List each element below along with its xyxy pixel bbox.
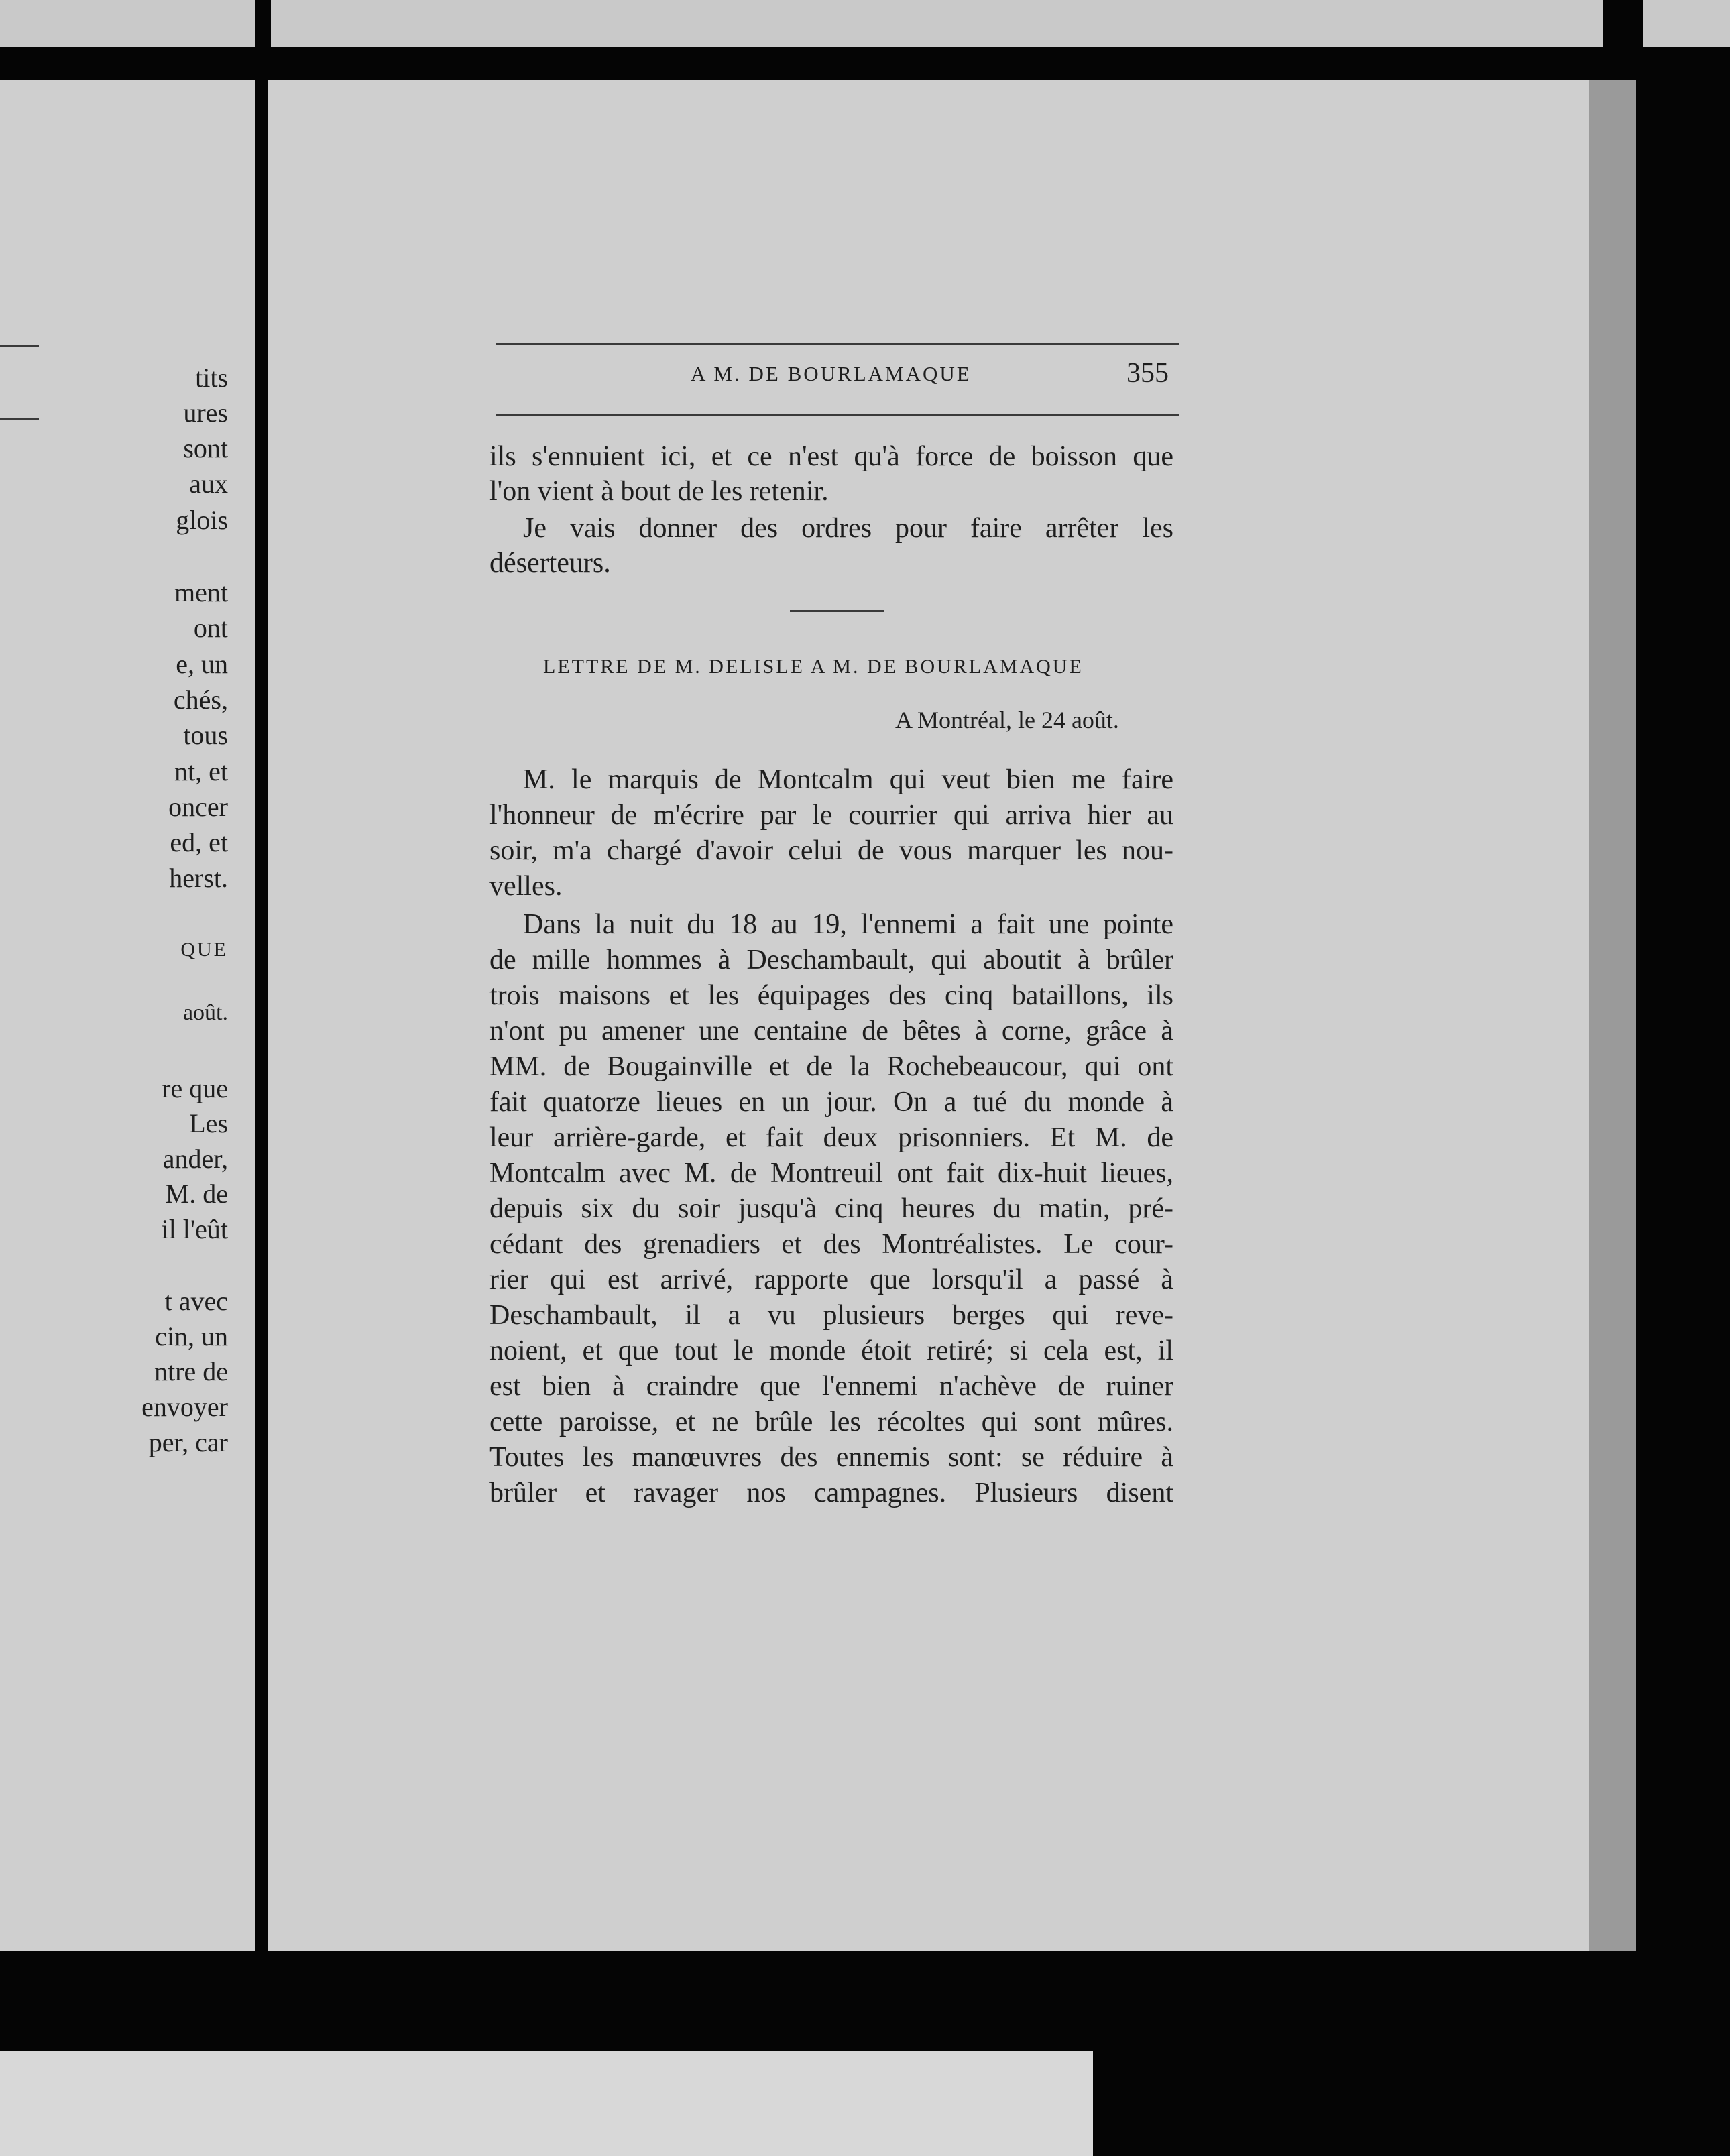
body-line: MM. de Bougainville et de la Rochebeaucour, qui ont xyxy=(489,1051,1173,1082)
left-page-text-fragment: QUE xyxy=(180,939,228,961)
left-page-text-fragment: ment xyxy=(174,577,228,607)
left-page-text-fragment: ander, xyxy=(162,1144,228,1174)
left-page-text-fragment: re que xyxy=(162,1073,228,1103)
left-page-text-fragment: ed, et xyxy=(170,827,228,857)
body-line: brûler et ravager nos campagnes. Plusieurs disent xyxy=(489,1478,1173,1508)
left-page-text-fragment: oncer xyxy=(168,792,228,822)
body-line: noient, et que tout le monde étoit retiré; si cela est, il xyxy=(489,1335,1173,1366)
body-line: cette paroisse, et ne brûle les récoltes qui sont mûres. xyxy=(489,1406,1173,1437)
left-page-text-fragment: tous xyxy=(183,720,228,750)
left-page-text-fragment: aux xyxy=(189,469,228,499)
body-line: depuis six du soir jusqu'à cinq heures du matin, pré- xyxy=(489,1193,1173,1224)
body-line: rier qui est arrivé, rapporte que lorsqu'il a passé à xyxy=(489,1264,1173,1295)
body-line: Montcalm avec M. de Montreuil ont fait dix-huit lieues, xyxy=(489,1158,1173,1189)
body-line: fait quatorze lieues en un jour. On a tué du monde à xyxy=(489,1087,1173,1118)
body-line: l'on vient à bout de les retenir. xyxy=(489,476,829,507)
left-page-text-fragment: il l'eût xyxy=(161,1214,228,1244)
left-page-text-fragment: herst. xyxy=(169,863,228,893)
body-line: Dans la nuit du 18 au 19, l'ennemi a fait une pointe xyxy=(523,909,1173,940)
left-page-text-fragment: cin, un xyxy=(155,1321,228,1352)
page-edge xyxy=(1589,80,1636,1951)
body-line: n'ont pu amener une centaine de bêtes à corne, grâce à xyxy=(489,1016,1173,1046)
body-line: l'honneur de m'écrire par le courrier qui arriva hier au xyxy=(489,800,1173,831)
left-page xyxy=(0,80,255,1951)
left-page-text-fragment: e, un xyxy=(176,649,228,679)
running-head: A M. DE BOURLAMAQUE xyxy=(691,362,972,385)
body-line: leur arrière-garde, et fait deux prisonniers. Et M. de xyxy=(489,1122,1173,1153)
header-rule-top xyxy=(496,343,1179,345)
left-page-text-fragment: M. de xyxy=(165,1179,228,1209)
left-page-text-fragment: ntre de xyxy=(154,1356,228,1386)
body-line: déserteurs. xyxy=(489,548,611,579)
left-page-text-fragment: ont xyxy=(193,613,228,643)
section-divider xyxy=(790,610,884,612)
spine-gap-top xyxy=(255,0,271,47)
dateline: A Montréal, le 24 août. xyxy=(895,707,1119,733)
left-page-text-fragment: glois xyxy=(176,505,228,535)
left-page-text-fragment: chés, xyxy=(173,684,228,715)
body-line: Deschambault, il a vu plusieurs berges qui reve- xyxy=(489,1300,1173,1331)
left-page-text-fragment: t avec xyxy=(164,1286,228,1316)
left-page-text-fragment: tits xyxy=(195,363,228,393)
left-page-text-fragment: ures xyxy=(183,398,228,428)
body-line: M. le marquis de Montcalm qui veut bien me faire xyxy=(523,764,1173,795)
left-page-text-fragment: envoyer xyxy=(141,1392,228,1422)
left-page-rule-top xyxy=(0,345,39,347)
body-line: velles. xyxy=(489,871,563,902)
body-line: trois maisons et les équipages des cinq bataillons, ils xyxy=(489,980,1173,1011)
left-page-text-fragment: per, car xyxy=(148,1427,228,1457)
body-line: cédant des grenadiers et des Montréalistes. Le cour- xyxy=(489,1229,1173,1260)
left-page-text-fragment: nt, et xyxy=(174,756,228,786)
body-line: Toutes les manœuvres des ennemis sont: se réduire à xyxy=(489,1442,1173,1473)
body-line: est bien à craindre que l'ennemi n'achève de ruiner xyxy=(489,1371,1173,1402)
body-line: Je vais donner des ordres pour faire arrêter les xyxy=(523,513,1173,544)
body-line: soir, m'a chargé d'avoir celui de vous marquer les nou- xyxy=(489,835,1173,866)
body-line: de mille hommes à Deschambault, qui aboutit à brûler xyxy=(489,945,1173,975)
letter-title: LETTRE DE M. DELISLE A M. DE BOURLAMAQUE xyxy=(543,656,1084,678)
left-page-text-fragment: Les xyxy=(189,1108,228,1138)
left-page-text-fragment: sont xyxy=(183,433,228,463)
left-page-text-fragment: août. xyxy=(182,1000,228,1025)
header-rule-bottom xyxy=(496,414,1179,416)
right-gap-top xyxy=(1603,0,1643,47)
page-number: 355 xyxy=(1127,358,1169,389)
bottom-block xyxy=(0,2051,1093,2156)
left-page-rule-bottom xyxy=(0,418,39,420)
body-line: ils s'ennuient ici, et ce n'est qu'à force de boisson que xyxy=(489,441,1173,472)
